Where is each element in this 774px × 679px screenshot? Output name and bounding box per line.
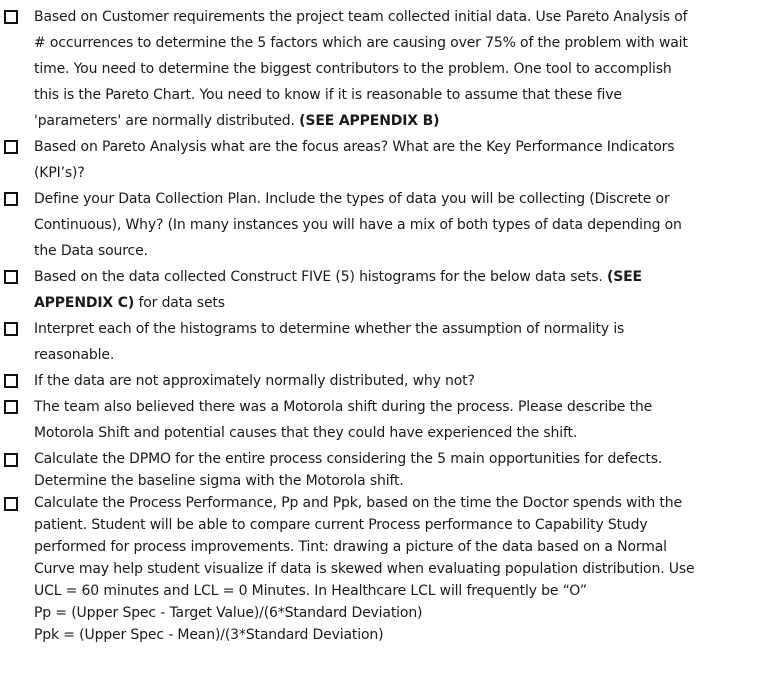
checklist-item-not-normal	[0, 368, 744, 394]
checkbox[interactable]	[4, 192, 18, 206]
checklist-item-pareto-analysis	[0, 4, 744, 134]
checklist-item-motorola-shift	[0, 394, 744, 446]
item-text: Based on the data collected Construct FIVE (5) histograms for the below data sets. (SEE APPENDIX C) for data sets	[34, 269, 642, 311]
checkbox[interactable]	[4, 374, 18, 388]
checklist-item-focus-areas	[0, 134, 744, 186]
appendix-c-reference-start: (SEE	[606, 269, 642, 285]
item-text: Interpret each of the histograms to determine whether the assumption of normality is reasonable.	[34, 321, 625, 363]
item-text: If the data are not approximately normally distributed, why not?	[34, 373, 475, 389]
checkbox[interactable]	[4, 10, 18, 24]
item-text: Based on Pareto Analysis what are the focus areas? What are the Key Performance Indicators (KPI’s)?	[34, 139, 675, 181]
item-text: The team also believed there was a Motorola shift during the process. Please describe the Motorola Shift and potential causes that they could have experienced the shift.	[34, 399, 653, 441]
checkbox[interactable]	[4, 453, 18, 467]
checkbox[interactable]	[4, 497, 18, 511]
checkbox[interactable]	[4, 270, 18, 284]
checklist-item-process-performance	[0, 492, 744, 646]
item-text: Based on Customer requirements the project team collected initial data. Use Pareto Analysis of # occurrences to determine the 5 factors which are causing over 75% of the problem with wait time. You need to determine the biggest contributors to the problem. One tool to accomplish this is the Pareto Chart. You need to know if it is reasonable to assume that these five 'parameters' are normally distributed. (SEE APPENDIX B)	[34, 9, 688, 129]
checkbox[interactable]	[4, 140, 18, 154]
item-text: Calculate the DPMO for the entire process considering the 5 main opportunities for defects. Determine the baseline sigma with the Motorola shift.	[34, 451, 663, 489]
checkbox[interactable]	[4, 322, 18, 336]
checklist-item-histograms	[0, 264, 744, 316]
pp-formula: Pp = (Upper Spec - Target Value)/(6*Standard Deviation)	[34, 605, 423, 621]
checklist-item-data-collection-plan	[0, 186, 744, 264]
appendix-c-reference-end: APPENDIX C)	[34, 295, 135, 311]
checkbox[interactable]	[4, 400, 18, 414]
appendix-b-reference: (SEE APPENDIX B)	[299, 113, 440, 129]
checklist-item-interpret-histograms	[0, 316, 744, 368]
checklist-item-dpmo	[0, 448, 744, 492]
item-text: Calculate the Process Performance, Pp and Ppk, based on the time the Doctor spends with the patient. Student will be able to compare current Process performance to Capability Study performed for process improvements. Tint: drawing a picture of the data based on a Normal Curve may help student visualize if data is skewed when evaluating population distribution. Use UCL = 60 minutes and LCL = 0 Minutes. In Healthcare LCL will frequently be “O” Pp = (Upper Spec - Target Value)/(6*Standard Deviation) Ppk = (Upper Spec - Mean)/(3*Standard Deviation)	[34, 495, 695, 643]
item-text: Define your Data Collection Plan. Include the types of data you will be collecting (Discrete or Continuous), Why? (In many instances you will have a mix of both types of data depending on the Data source.	[34, 191, 682, 259]
ppk-formula: Ppk = (Upper Spec - Mean)/(3*Standard Deviation)	[34, 627, 384, 643]
